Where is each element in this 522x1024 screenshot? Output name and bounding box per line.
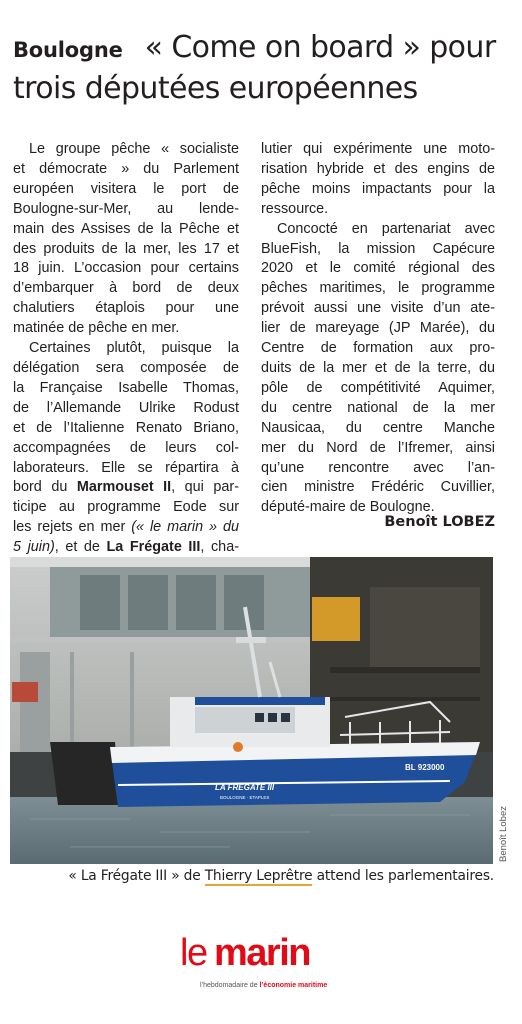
article-column-left <box>13 140 239 558</box>
text-line: risation hybride et des engins de <box>261 160 495 177</box>
headline-line-2: trois députées européennes <box>13 71 418 106</box>
boat-name-marmouset: Marmouset II <box>76 479 172 496</box>
text-line: BlueFish, la mission Capécure <box>261 240 495 257</box>
text-line: ressource. <box>261 200 329 217</box>
photo-trawler <box>10 557 493 864</box>
text-line: chalutiers étaplois pour une <box>13 300 239 317</box>
text-line: qu’une rencontre avec l’an- <box>261 459 495 476</box>
caption-name: Thierry Leprêtre <box>204 868 313 884</box>
text-line: Nausicaa, du centre Manche <box>261 419 495 436</box>
headline <box>13 30 513 106</box>
text-line: main des Assises de la Pêche et <box>13 220 239 237</box>
text-line: du centre national de la mer <box>261 399 495 416</box>
le-marin-logo: le marin l’hebdomadaire de l’économie maritime <box>180 932 328 989</box>
photo-caption: « La Frégate III » de Thierry Leprêtre attend les parlementaires. <box>68 868 494 884</box>
text-line: bord du Marmouset II, qui par- <box>13 479 239 496</box>
text-line: et démocrate » du Parlement <box>13 160 239 177</box>
text-line: la Française Isabelle Thomas, <box>13 379 239 396</box>
text-line: lutier qui expérimente une moto- <box>261 141 495 157</box>
text-line: lier de mareyage (JP Marée), du <box>261 320 495 337</box>
photo-credit: Benoît Lobez <box>498 806 509 862</box>
text-line: ticipe au programme Eode sur <box>13 499 239 516</box>
text-line: 2020 et le comité régional des <box>261 260 495 277</box>
text-line: délégation sera composée de <box>13 359 239 376</box>
text-line: duits de la mer et de la terre, du <box>261 359 495 376</box>
paragraph-4 <box>261 220 495 519</box>
text-line: mer du Nord de l’Ifremer, ainsi <box>261 439 495 456</box>
text-line: député-maire de Boulogne. <box>261 499 435 516</box>
boat-name-fregate: La Frégate III <box>106 539 201 556</box>
reference-italic: (« le marin » du <box>131 519 240 536</box>
hull-registration: BL 923000 <box>405 763 445 772</box>
logo-tagline: l’hebdomadaire de l’économie maritime <box>200 982 328 989</box>
text-line: laborateurs. Elle se répartira à <box>13 459 239 476</box>
text-line: d’embarquer à bord de deux <box>13 280 239 297</box>
text-line: Le groupe pêche « socialiste <box>29 141 239 157</box>
text-line: 18 juin. L’occasion pour certains <box>13 260 239 277</box>
headline-line-1: « Come on board » pour <box>144 30 496 65</box>
hull-port: BOULOGNE · ETAPLES <box>220 795 270 800</box>
text-line: 5 juin), et de La Frégate III, cha- <box>13 539 239 556</box>
text-line: pêches maritimes, le programme <box>261 280 495 297</box>
text-line: Concocté en partenariat avec <box>277 220 495 237</box>
text-line: et de l’Italienne Renato Briano, <box>13 419 239 436</box>
paragraph-3 <box>261 140 495 220</box>
article-column-right <box>261 140 495 518</box>
trawler-illustration <box>10 557 493 864</box>
kicker: Boulogne <box>13 38 123 62</box>
text-line: des produits de la mer, les 17 et <box>13 240 239 257</box>
paragraph-1 <box>13 140 239 339</box>
text-line: matinée de pêche en mer. <box>13 320 180 337</box>
text-line: Boulogne-sur-Mer, au lende- <box>13 200 239 217</box>
text-line: cien ministre Frédéric Cuvillier, <box>261 479 495 496</box>
text-line: Centre de formation aux pro- <box>261 340 495 357</box>
byline: Benoît LOBEZ <box>384 514 495 530</box>
text-line: de l’Allemande Ulrike Rodust <box>13 399 239 416</box>
paragraph-2 <box>13 339 239 558</box>
text-line: accompagnées de leurs col- <box>13 439 239 456</box>
text-line: Certaines plutôt, puisque la <box>29 340 239 357</box>
text-line: les rejets en mer (« le marin » du <box>13 519 240 536</box>
text-line: pôle de compétitivité Aquimer, <box>261 379 495 396</box>
text-line: pêche moins impactants pour la <box>261 180 495 197</box>
text-line: européen visitera le port de <box>13 180 239 197</box>
hull-name: LA FRÉGATE III <box>215 783 275 792</box>
text-line: prévoit aussi une visite d’un ate- <box>261 300 495 317</box>
